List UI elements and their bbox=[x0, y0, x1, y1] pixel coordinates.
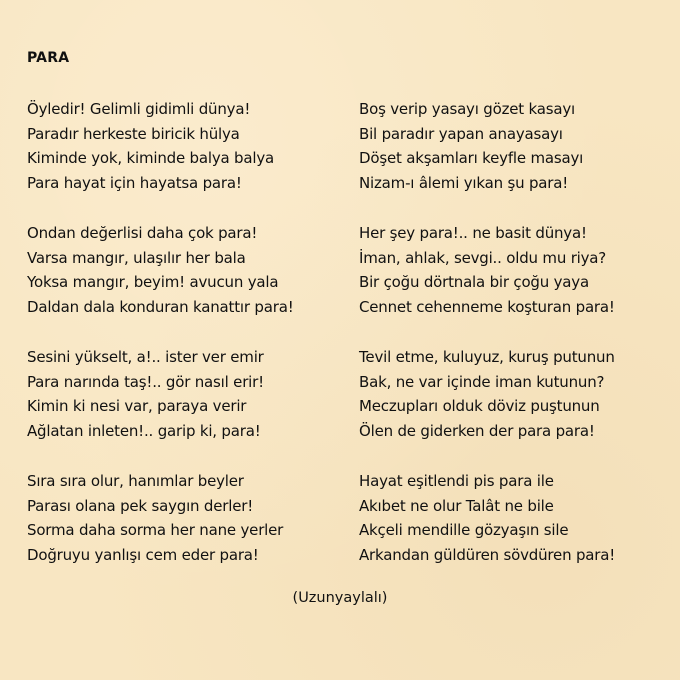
poem-line: Meczupları olduk döviz puştunun bbox=[359, 397, 600, 415]
poem-line: Bil paradır yapan anayasayı bbox=[359, 124, 563, 143]
poem-line: Arkandan güldüren sövdüren para! bbox=[359, 545, 616, 564]
poem-line: Para hayat için hayatsa para! bbox=[27, 173, 242, 192]
poem-line: Daldan dala konduran kanattır para! bbox=[27, 297, 294, 316]
poem-line: Ağlatan inleten!.. garip ki, para! bbox=[27, 421, 261, 440]
poem-line: Varsa mangır, ulaşılır her bala bbox=[27, 248, 246, 267]
poem-line: Paradır herkeste biricik hülya bbox=[27, 124, 240, 143]
poem-line: Sesini yükselt, a!.. ister ver emir bbox=[27, 348, 264, 366]
poem-line: Parası olana pek saygın derler! bbox=[27, 496, 254, 515]
poem-line: Cennet cehenneme koşturan para! bbox=[359, 297, 615, 316]
poem-line: Kiminde yok, kiminde balya balya bbox=[27, 149, 275, 167]
author-signature: (Uzunyaylalı) bbox=[292, 590, 388, 606]
poem-line: Akıbet ne olur Talât ne bile bbox=[359, 496, 554, 515]
stanza bbox=[359, 97, 669, 195]
right-column bbox=[359, 97, 669, 593]
stanza bbox=[359, 345, 669, 443]
left-column bbox=[27, 97, 347, 593]
poem-line: Tevil etme, kuluyuz, kuruş putunun bbox=[359, 348, 615, 366]
poem-line: Sorma daha sorma her nane yerler bbox=[27, 521, 284, 539]
poem-line: Akçeli mendille gözyaşın sile bbox=[359, 521, 569, 539]
poem-line: Öyledir! Gelimli gidimli dünya! bbox=[27, 100, 251, 118]
poem-line: Döşet akşamları keyfle masayı bbox=[359, 149, 584, 167]
poem-line: Ölen de giderken der para para! bbox=[359, 421, 595, 440]
poem-line: İman, ahlak, sevgi.. oldu mu riya? bbox=[359, 248, 607, 267]
poem-line: Bak, ne var içinde iman kutunun? bbox=[359, 372, 605, 391]
stanza bbox=[27, 97, 347, 195]
poem-line: Para narında taş!.. gör nasıl erir! bbox=[27, 372, 264, 391]
poem-line: Ondan değerlisi daha çok para! bbox=[27, 224, 258, 242]
poem-line: Kimin ki nesi var, paraya verir bbox=[27, 397, 247, 415]
poem-line: Hayat eşitlendi pis para ile bbox=[359, 472, 554, 490]
stanza bbox=[27, 345, 347, 443]
poem-line: Boş verip yasayı gözet kasayı bbox=[359, 100, 575, 118]
poem-line: Her şey para!.. ne basit dünya! bbox=[359, 224, 587, 242]
poem-title: PARA bbox=[27, 50, 70, 66]
stanza bbox=[359, 221, 669, 319]
poem-line: Sıra sıra olur, hanımlar beyler bbox=[27, 472, 244, 490]
poem-line: Bir çoğu dörtnala bir çoğu yaya bbox=[359, 273, 589, 291]
poem-line: Nizam-ı âlemi yıkan şu para! bbox=[359, 173, 569, 192]
poem-line: Doğruyu yanlışı cem eder para! bbox=[27, 545, 259, 564]
stanza bbox=[359, 469, 669, 567]
stanza bbox=[27, 469, 347, 567]
poem-line: Yoksa mangır, beyim! avucun yala bbox=[27, 273, 279, 291]
stanza bbox=[27, 221, 347, 319]
